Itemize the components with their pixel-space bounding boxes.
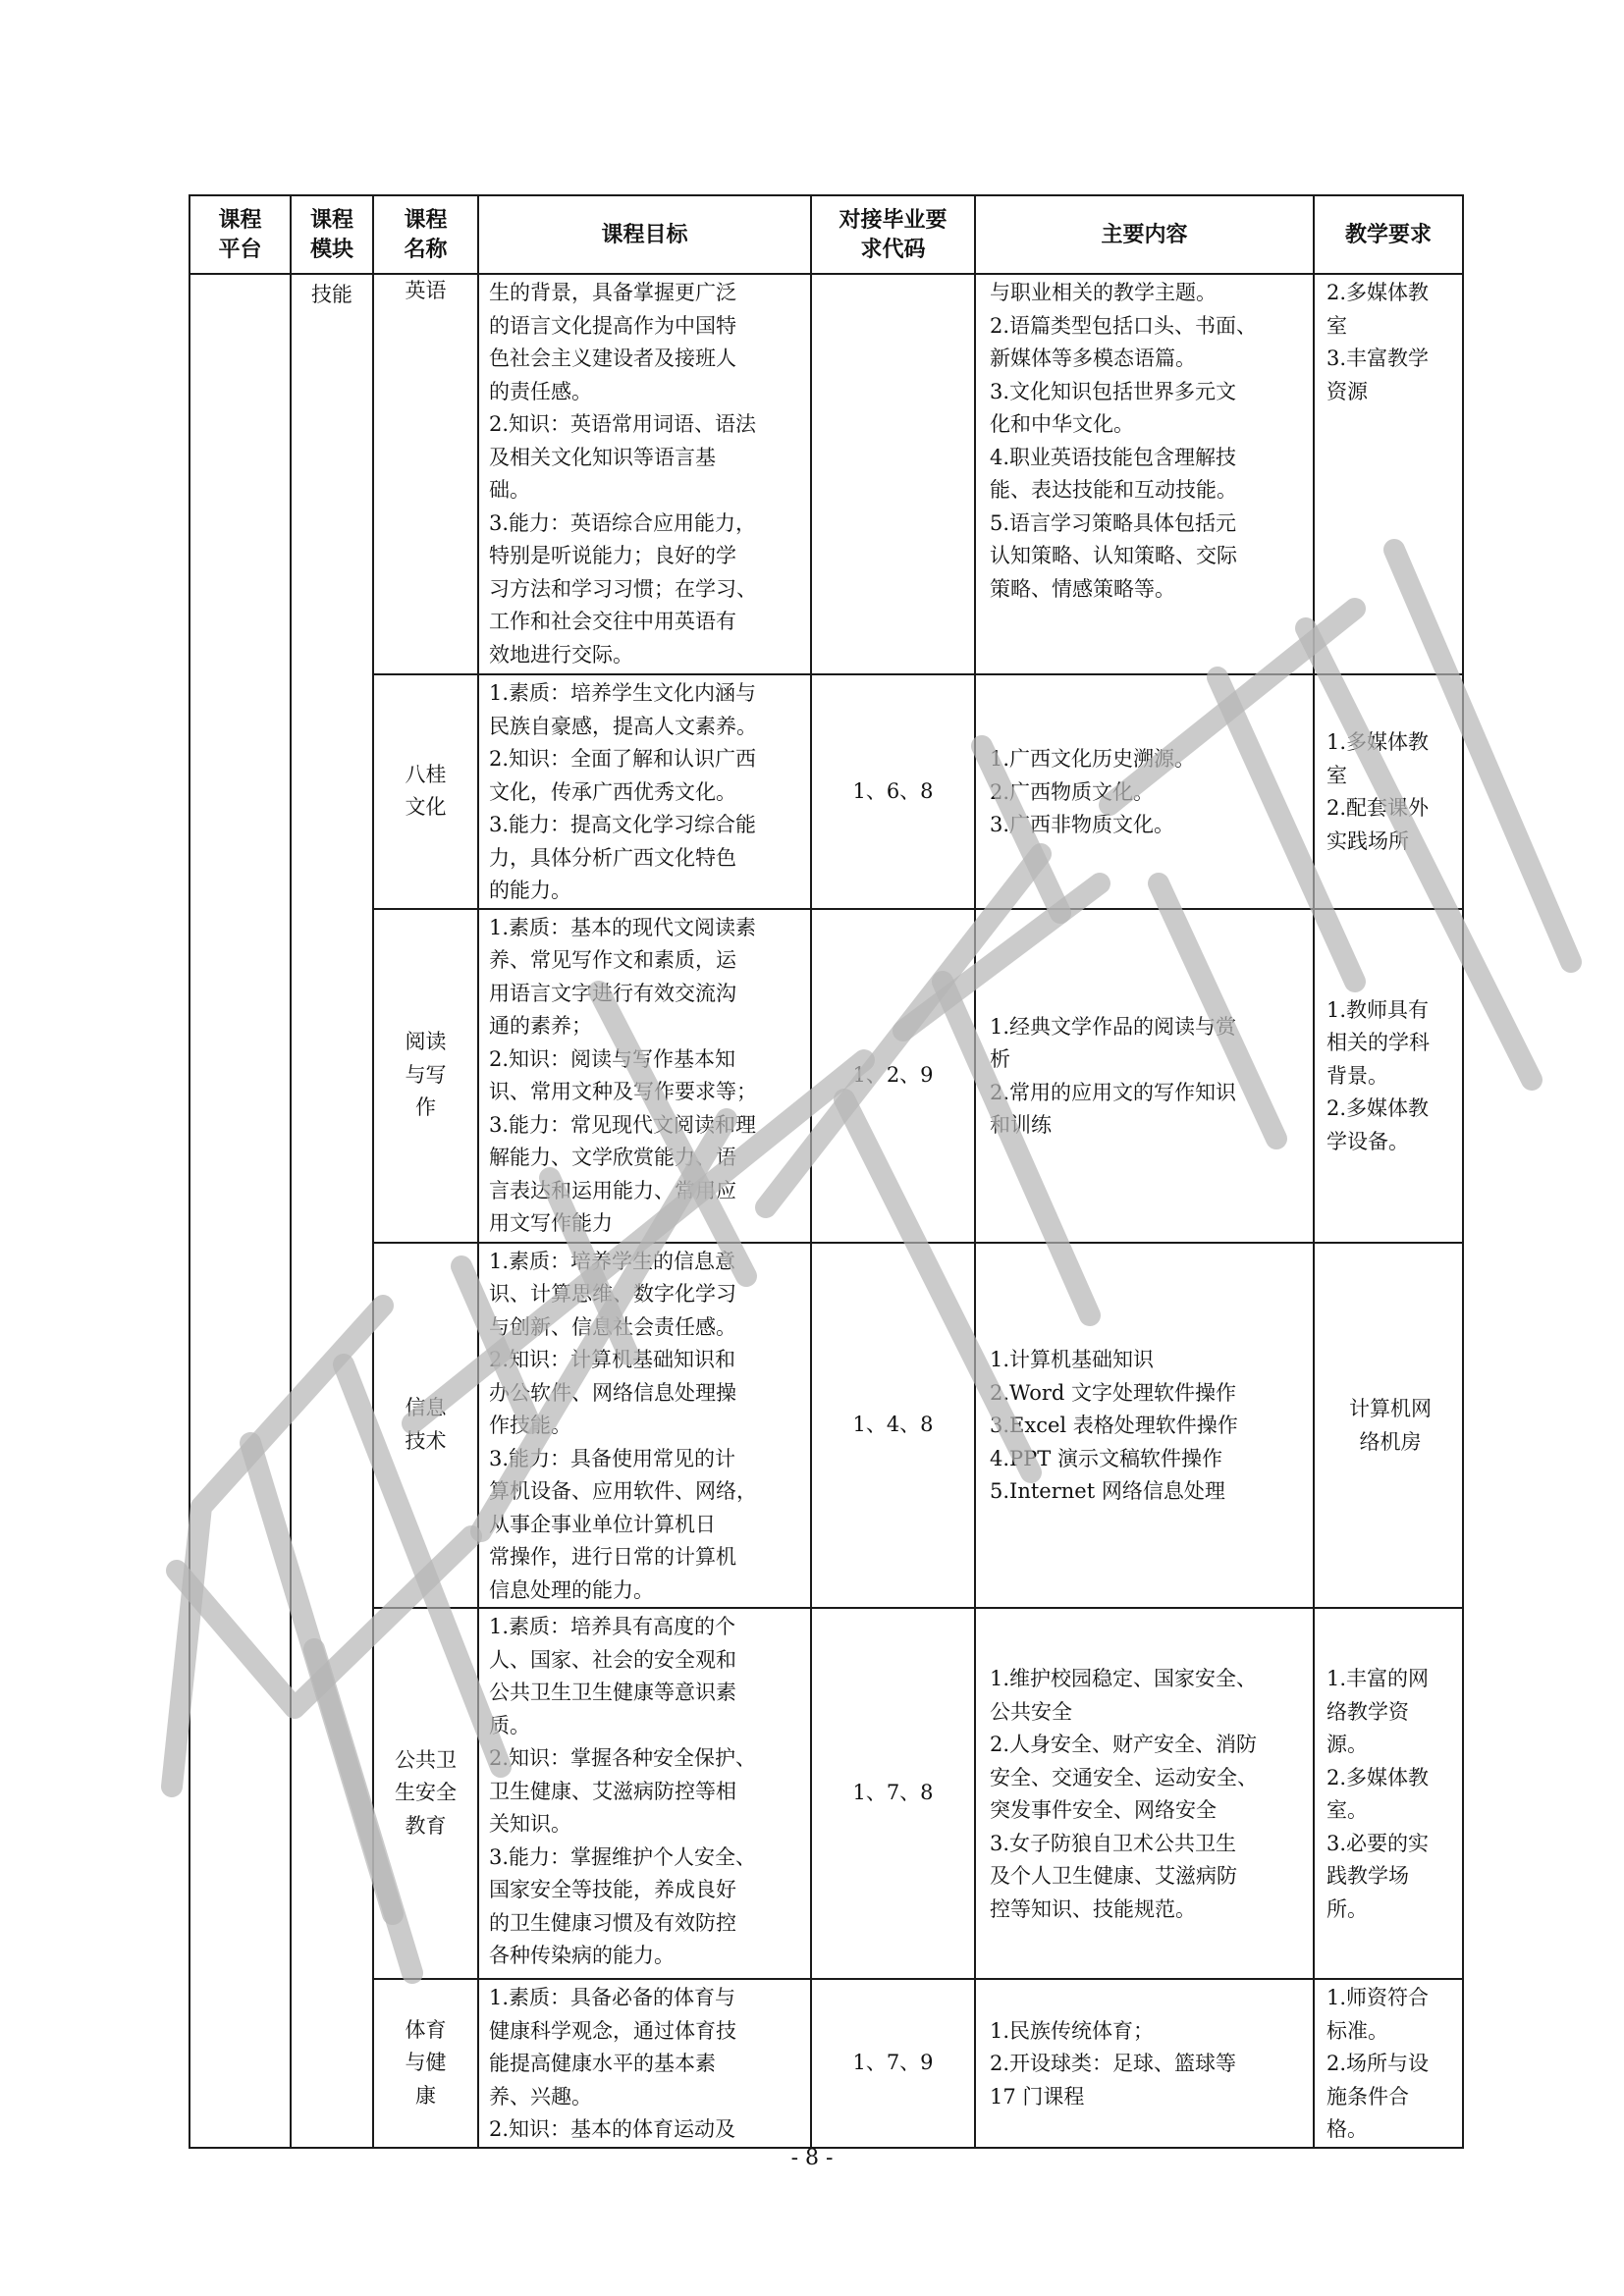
- header-main-content: 主要内容: [975, 195, 1314, 274]
- course-target-cell-line: 健康科学观念，通过体育技: [489, 2018, 736, 2043]
- course-target-cell: [478, 909, 811, 1243]
- page-number: - 8 -: [790, 2146, 834, 2170]
- teaching-requirement-cell-line: 计算机网: [1349, 1397, 1432, 1421]
- main-content-cell-line: 认知策略、认知策略、交际: [990, 544, 1237, 567]
- course-target-cell-line: 识、常用文种及写作要求等；: [489, 1080, 757, 1103]
- course-target-cell-line: 民族自豪感，提高人文素养。: [489, 714, 757, 738]
- course-name-cell-line: 与写: [405, 1062, 447, 1087]
- course-target-cell-line: 3.能力：常见现代文阅读和理: [489, 1112, 757, 1137]
- teaching-requirement-cell-line: 3.必要的实: [1326, 1831, 1430, 1855]
- main-content-cell-line: 2.开设球类：足球、篮球等: [990, 2052, 1237, 2075]
- course-target-cell-line: 2.知识：阅读与写作基本知: [489, 1046, 736, 1071]
- course-module-cell: [291, 274, 373, 2148]
- teaching-requirement-cell: [1314, 1979, 1463, 2148]
- teaching-requirement-cell-line: 标准。: [1326, 2018, 1388, 2043]
- course-name-cell: [373, 274, 478, 674]
- course-target-cell-line: 色社会主义建设者及接班人: [489, 347, 736, 370]
- course-target-cell: [478, 1243, 811, 1609]
- teaching-requirement-cell-line: 源。: [1326, 1733, 1368, 1756]
- course-target-cell-line: 础。: [489, 478, 530, 502]
- teaching-requirement-cell-line: 施条件合: [1326, 2084, 1409, 2109]
- course-name-cell: [373, 1243, 478, 1609]
- main-content-cell-line: 2.广西物质文化。: [990, 779, 1155, 804]
- main-content-cell-line: 2.语篇类型包括口头、书面、: [990, 313, 1258, 338]
- graduation-code: 1、6、8: [852, 778, 934, 803]
- course-target-cell-line: 2.知识：掌握各种安全保护、: [489, 1746, 757, 1770]
- graduation-code: 1、4、8: [852, 1413, 934, 1436]
- course-name-cell-line: 康: [415, 2083, 436, 2108]
- course-name-cell: [373, 1979, 478, 2148]
- course-target-cell: [478, 1608, 811, 1979]
- course-target-cell: [478, 1979, 811, 2148]
- main-content-cell-line: 策略、情感策略等。: [990, 576, 1175, 601]
- teaching-requirement-cell: [1314, 674, 1463, 909]
- course-target-cell-line: 公共卫生卫生健康等意识素: [489, 1681, 736, 1704]
- teaching-requirement-cell-line: 1.师资符合: [1326, 1986, 1430, 2009]
- course-name-cell-line: 与健: [405, 2051, 447, 2074]
- course-target-cell-line: 卫生健康、艾滋病防控等相: [489, 1779, 736, 1803]
- table-row: [189, 909, 1463, 1243]
- teaching-requirement-cell-line: 相关的学科: [1326, 1031, 1430, 1055]
- teaching-requirement-cell-line: 1.多媒体教: [1326, 730, 1430, 755]
- graduation-code: 1、2、9: [852, 1062, 934, 1087]
- main-content-cell-line: 3.广西非物质文化。: [990, 813, 1175, 836]
- header-module: 课程 模块: [291, 195, 373, 274]
- course-name-cell-line: 公共卫: [395, 1747, 457, 1772]
- main-content-cell-line: 2.Word 文字处理软件操作: [990, 1380, 1236, 1405]
- graduation-code: 1、7、9: [852, 2051, 934, 2074]
- graduation-code-cell: [811, 1608, 975, 1979]
- main-content-cell: [975, 1243, 1314, 1609]
- main-content-cell-line: 1.计算机基础知识: [990, 1348, 1155, 1371]
- main-content-cell-line: 2.人身安全、财产安全、消防: [990, 1733, 1258, 1756]
- course-target-cell-line: 人、国家、社会的安全观和: [489, 1647, 736, 1672]
- course-target-cell-line: 能提高健康水平的基本素: [489, 2052, 716, 2075]
- main-content-cell-line: 公共安全: [990, 1699, 1072, 1724]
- main-content-cell-line: 及个人卫生健康、艾滋病防: [990, 1864, 1237, 1888]
- teaching-requirement-cell-line: 室: [1326, 313, 1347, 338]
- teaching-requirement-cell-line: 室。: [1326, 1798, 1368, 1822]
- main-content-cell-line: 析: [990, 1047, 1010, 1071]
- main-content-cell: [975, 1608, 1314, 1979]
- teaching-requirement-cell-line: 2.场所与设: [1326, 2052, 1430, 2075]
- main-content-cell-line: 5.Internet 网络信息处理: [990, 1479, 1225, 1503]
- course-target-cell: [478, 274, 811, 674]
- course-target-cell-line: 算机设备、应用软件、网络，: [489, 1479, 757, 1503]
- teaching-requirement-cell-line: 2.配套课外: [1326, 796, 1430, 821]
- course-target-cell-line: 2.知识：全面了解和认识广西: [489, 747, 757, 771]
- teaching-requirement-cell-line: 学设备。: [1326, 1129, 1409, 1153]
- course-target-cell-line: 养、兴趣。: [489, 2084, 592, 2109]
- table-row: [189, 674, 1463, 909]
- curriculum-table: [189, 194, 1464, 2149]
- course-target-cell-line: 的能力。: [489, 879, 571, 902]
- graduation-code-cell: [811, 909, 975, 1243]
- teaching-requirement-cell: [1314, 1243, 1463, 1609]
- main-content-cell-line: 5.语言学习策略具体包括元: [990, 510, 1237, 535]
- course-target-cell-line: 从事企事业单位计算机日: [489, 1512, 716, 1536]
- course-target-cell-line: 常操作，进行日常的计算机: [489, 1545, 736, 1569]
- main-content-cell-line: 3.Excel 表格处理软件操作: [990, 1414, 1238, 1437]
- course-name-cell-line: 文化: [405, 795, 447, 820]
- course-target-cell-line: 作技能。: [489, 1414, 571, 1437]
- course-target-cell-line: 通的素养；: [489, 1014, 592, 1038]
- main-content-cell: [975, 674, 1314, 909]
- course-name-cell: [373, 909, 478, 1243]
- course-target-cell-line: 与创新、信息社会责任感。: [489, 1314, 736, 1339]
- course-target-cell-line: 文化，传承广西优秀文化。: [489, 779, 736, 804]
- main-content-cell-line: 3.女子防狼自卫术公共卫生: [990, 1831, 1237, 1855]
- course-name-cell: [373, 1608, 478, 1979]
- main-content-cell-line: 能、表达技能和互动技能。: [990, 478, 1237, 502]
- main-content-cell-line: 2.常用的应用文的写作知识: [990, 1080, 1237, 1104]
- main-content-cell-line: 1.广西文化历史溯源。: [990, 747, 1196, 771]
- course-name-cell-line: 作: [415, 1095, 436, 1120]
- main-content-cell-line: 4.职业英语技能包含理解技: [990, 445, 1237, 469]
- course-target-cell-line: 3.能力：提高文化学习综合能: [489, 813, 757, 836]
- course-target-cell-line: 1.素质：培养学生的信息意: [489, 1249, 736, 1273]
- course-target-cell-line: 办公软件、网络信息处理操: [489, 1380, 736, 1405]
- header-course-target: 课程目标: [478, 195, 811, 274]
- course-name-cell-line: 技术: [405, 1428, 447, 1453]
- main-content-cell-line: 3.文化知识包括世界多元文: [990, 379, 1237, 403]
- course-target-cell-line: 1.素质：基本的现代文阅读素: [489, 915, 757, 939]
- course-target-cell-line: 工作和社会交往中用英语有: [489, 610, 736, 633]
- table-header-row: [189, 195, 1463, 274]
- teaching-requirement-cell-line: 2.多媒体教: [1326, 281, 1430, 304]
- header-graduation-code: 对接毕业要 求代码: [811, 195, 975, 274]
- table-row: [189, 1243, 1463, 1609]
- course-platform-cell: [189, 274, 291, 2148]
- course-target-cell-line: 的责任感。: [489, 379, 592, 403]
- table-row: [189, 1979, 1463, 2148]
- course-target-cell-line: 关知识。: [489, 1812, 571, 1836]
- course-target-cell-line: 各种传染病的能力。: [489, 1944, 675, 1967]
- teaching-requirement-cell-line: 络教学资: [1326, 1699, 1409, 1724]
- course-target-cell-line: 识、计算思维、数字化学习: [489, 1282, 736, 1306]
- main-content-cell-line: 与职业相关的教学主题。: [990, 281, 1217, 304]
- teaching-requirement-cell-line: 1.教师具有: [1326, 997, 1430, 1022]
- course-target-cell-line: 3.能力：具备使用常见的计: [489, 1446, 736, 1470]
- course-target-cell-line: 2.知识：基本的体育运动及: [489, 2117, 736, 2141]
- header-platform: 课程 平台: [189, 195, 291, 274]
- course-name-cell-line: 英语: [405, 279, 447, 302]
- course-name-cell-line: 八桂: [405, 762, 447, 786]
- course-target-cell-line: 效地进行交际。: [489, 642, 633, 667]
- course-name-cell-line: 生安全: [395, 1781, 457, 1805]
- main-content-cell-line: 和训练: [990, 1113, 1052, 1137]
- course-target-cell: [478, 674, 811, 909]
- teaching-requirement-cell: [1314, 274, 1463, 674]
- teaching-requirement-cell-line: 3.丰富教学: [1326, 347, 1430, 370]
- course-name-cell-line: 教育: [405, 1813, 447, 1838]
- course-target-cell-line: 2.知识：英语常用词语、语法: [489, 412, 757, 436]
- main-content-cell-line: 1.维护校园稳定、国家安全、: [990, 1667, 1258, 1690]
- main-content-cell-line: 突发事件安全、网络安全: [990, 1798, 1217, 1822]
- teaching-requirement-cell-line: 践教学场: [1326, 1864, 1409, 1888]
- table-row: [189, 274, 1463, 674]
- course-target-cell-line: 国家安全等技能，养成良好: [489, 1878, 736, 1901]
- course-target-cell-line: 2.知识：计算机基础知识和: [489, 1348, 736, 1371]
- graduation-code-cell: [811, 274, 975, 674]
- course-module-label: 技能: [311, 283, 352, 306]
- teaching-requirement-cell-line: 室: [1326, 763, 1347, 787]
- teaching-requirement-cell: [1314, 909, 1463, 1243]
- graduation-code-cell: [811, 674, 975, 909]
- main-content-cell-line: 4.PPT 演示文稿软件操作: [990, 1446, 1222, 1470]
- teaching-requirement-cell-line: 1.丰富的网: [1326, 1667, 1430, 1690]
- main-content-cell: [975, 909, 1314, 1243]
- course-target-cell-line: 生的背景，具备掌握更广泛: [489, 281, 736, 304]
- teaching-requirement-cell-line: 2.多媒体教: [1326, 1096, 1430, 1121]
- teaching-requirement-cell-line: 格。: [1326, 2117, 1368, 2141]
- main-content-cell: [975, 274, 1314, 674]
- course-target-cell-line: 3.能力：掌握维护个人安全、: [489, 1844, 757, 1869]
- main-content-cell-line: 控等知识、技能规范。: [990, 1896, 1196, 1921]
- course-target-cell-line: 特别是听说能力；良好的学: [489, 544, 736, 567]
- main-content-cell: [975, 1979, 1314, 2148]
- main-content-cell-line: 安全、交通安全、运动安全、: [990, 1765, 1258, 1789]
- course-target-cell-line: 养、常见写作文和素质，运: [489, 948, 736, 972]
- teaching-requirement-cell-line: 络机房: [1359, 1429, 1422, 1454]
- course-name-cell-line: 体育: [405, 2017, 447, 2042]
- main-content-cell-line: 化和中华文化。: [990, 412, 1134, 436]
- teaching-requirement-cell-line: 实践场所: [1326, 828, 1409, 853]
- course-target-cell-line: 1.素质：具备必备的体育与: [489, 1986, 736, 2009]
- course-target-cell-line: 习方法和学习习惯；在学习、: [489, 576, 757, 601]
- course-target-cell-line: 1.素质：培养学生文化内涵与: [489, 681, 757, 705]
- course-target-cell-line: 解能力、文学欣赏能力、语: [489, 1146, 736, 1169]
- teaching-requirement-cell-line: 2.多媒体教: [1326, 1765, 1430, 1789]
- table-row: [189, 1608, 1463, 1979]
- graduation-code-cell: [811, 1979, 975, 2148]
- header-course-name: 课程 名称: [373, 195, 478, 274]
- header-teaching-requirement: 教学要求: [1314, 195, 1463, 274]
- teaching-requirement-cell-line: 资源: [1326, 379, 1368, 403]
- course-name-cell-line: 阅读: [405, 1030, 447, 1054]
- main-content-cell-line: 17 门课程: [990, 2084, 1085, 2109]
- teaching-requirement-cell-line: 背景。: [1326, 1063, 1388, 1088]
- course-target-cell-line: 言表达和运用能力、常用应: [489, 1178, 736, 1202]
- graduation-code-cell: [811, 1243, 975, 1609]
- teaching-requirement-cell-line: 所。: [1326, 1896, 1368, 1921]
- teaching-requirement-cell: [1314, 1608, 1463, 1979]
- course-name-cell-line: 信息: [405, 1396, 447, 1420]
- course-target-cell-line: 力，具体分析广西文化特色: [489, 845, 736, 870]
- course-target-cell-line: 的语言文化提高作为中国特: [489, 313, 736, 338]
- course-name-cell: [373, 674, 478, 909]
- main-content-cell-line: 新媒体等多模态语篇。: [990, 347, 1196, 370]
- course-target-cell-line: 信息处理的能力。: [489, 1577, 654, 1602]
- main-content-cell-line: 1.民族传统体育；: [990, 2018, 1155, 2043]
- course-target-cell-line: 及相关文化知识等语言基: [489, 445, 716, 469]
- course-target-cell-line: 1.素质：培养具有高度的个: [489, 1615, 736, 1638]
- course-target-cell-line: 用文写作能力: [489, 1211, 613, 1235]
- course-target-cell-line: 3.能力：英语综合应用能力，: [489, 510, 757, 535]
- course-target-cell-line: 用语言文字进行有效交流沟: [489, 981, 736, 1005]
- course-target-cell-line: 质。: [489, 1713, 530, 1737]
- graduation-code: 1、7、8: [852, 1781, 934, 1805]
- main-content-cell-line: 1.经典文学作品的阅读与赏: [990, 1014, 1237, 1039]
- course-target-cell-line: 的卫生健康习惯及有效防控: [489, 1910, 736, 1935]
